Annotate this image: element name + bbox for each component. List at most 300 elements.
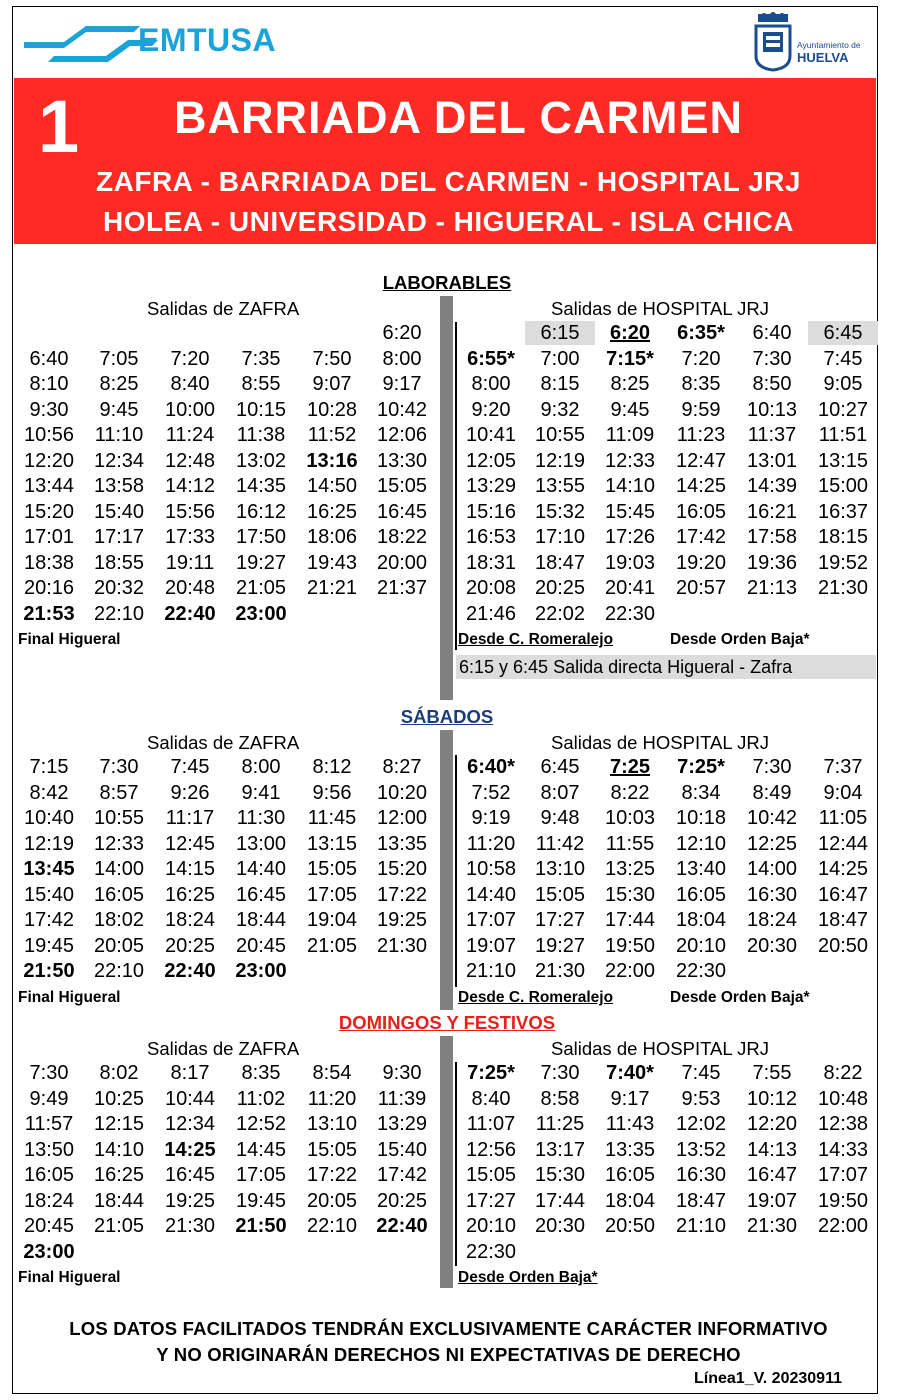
departure-time: 14:40	[235, 858, 287, 880]
departure-time: 12:33	[604, 449, 656, 472]
departure-time: 18:06	[306, 526, 358, 548]
departure-time: 22:00	[817, 1215, 869, 1237]
departure-time: 11:51	[818, 424, 868, 446]
departure-time: 13:16	[306, 449, 358, 472]
departure-time: 14:45	[235, 1138, 287, 1161]
departure-time: 20:25	[164, 934, 216, 957]
departure-time: 9:56	[312, 781, 352, 804]
departure-time: 21:10	[675, 1215, 727, 1237]
departure-time: 7:15*	[606, 347, 654, 370]
departure-time: 18:04	[675, 909, 727, 931]
departure-time: 8:25	[99, 373, 139, 395]
departure-time: 22:10	[93, 602, 145, 625]
departure-time: 20:41	[604, 577, 656, 599]
departure-time: 17:44	[604, 909, 656, 931]
departure-time: 11:10	[94, 424, 144, 446]
departure-time: 10:13	[746, 398, 798, 421]
departure-time: 22:10	[93, 960, 145, 982]
departure-time: 14:12	[164, 475, 216, 497]
footnote-romeralejo: Desde C. Romeralejo	[458, 631, 614, 648]
departure-time: 11:23	[676, 424, 726, 446]
departure-time: 16:53	[465, 526, 517, 548]
departure-time: 7:45	[823, 347, 863, 370]
route-line-1: ZAFRA - BARRIADA DEL CARMEN - HOSPITAL JRJ	[96, 166, 801, 197]
departure-time: 7:52	[471, 781, 511, 804]
departure-time: 13:58	[93, 475, 145, 497]
divider-bar	[440, 296, 453, 700]
departure-time: 16:25	[306, 500, 358, 523]
departure-time: 9:30	[29, 398, 69, 421]
departure-time: 15:40	[23, 883, 75, 906]
departure-time: 16:47	[746, 1164, 798, 1186]
departure-time: 12:56	[465, 1138, 517, 1161]
departure-time: 8:40	[170, 373, 210, 395]
departure-time: 10:03	[604, 807, 656, 829]
departure-time: 9:32	[540, 398, 580, 421]
departure-time: 7:30	[540, 1062, 580, 1084]
departure-time: 16:45	[164, 1164, 216, 1186]
departure-time: 19:20	[675, 551, 727, 574]
departure-time: 8:22	[823, 1062, 863, 1084]
departure-time: 14:00	[746, 858, 798, 880]
departure-time: 21:05	[306, 934, 358, 957]
departure-time: 7:25*	[467, 1062, 515, 1084]
departure-time: 8:17	[170, 1062, 210, 1084]
departure-time: 12:48	[164, 449, 216, 472]
departure-time: 6:15	[525, 321, 595, 345]
departure-time: 10:12	[746, 1087, 798, 1110]
departure-time: 20:16	[23, 577, 75, 599]
disclaimer-line-2: Y NO ORIGINARÁN DERECHOS NI EXPECTATIVAS DE DERECHO	[156, 1344, 741, 1365]
departure-time: 18:22	[376, 526, 428, 548]
departure-time: 8:02	[99, 1062, 139, 1084]
departure-time: 16:47	[817, 883, 869, 906]
departure-time: 12:20	[746, 1113, 798, 1135]
departure-time: 15:05	[534, 883, 586, 906]
departure-time: 11:20	[466, 832, 516, 855]
divider-bar	[440, 1036, 453, 1288]
departure-time: 14:35	[235, 475, 287, 497]
departure-time: 13:15	[306, 832, 358, 855]
departure-time: 17:17	[93, 526, 145, 548]
departure-time: 21:21	[306, 577, 358, 599]
council-name: HUELVA	[797, 50, 849, 65]
departure-time: 21:10	[465, 960, 517, 982]
departure-time: 18:44	[93, 1189, 145, 1212]
departure-time: 9:30	[382, 1062, 422, 1084]
departure-time: 21:30	[164, 1215, 216, 1237]
departure-time: 7:37	[823, 756, 863, 778]
departure-time: 15:40	[93, 500, 145, 523]
subheader-from-hospital: Salidas de HOSPITAL JRJ	[551, 732, 769, 753]
departure-time: 21:30	[376, 934, 428, 957]
departure-time: 19:27	[235, 551, 287, 574]
departure-time: 16:05	[675, 883, 727, 906]
departure-time: 19:50	[604, 934, 656, 957]
departure-time: 10:27	[817, 398, 869, 421]
departure-time: 17:10	[534, 526, 586, 548]
subheader-from-hospital: Salidas de HOSPITAL JRJ	[551, 1038, 769, 1059]
departure-time: 10:18	[675, 807, 727, 829]
departure-time: 19:11	[165, 551, 215, 574]
departure-time: 17:58	[746, 526, 798, 548]
departure-time: 21:05	[235, 577, 287, 599]
departure-time: 8:55	[241, 373, 281, 395]
departure-time: 21:46	[465, 602, 517, 625]
departure-time: 20:57	[675, 577, 727, 599]
departure-time: 20:05	[306, 1189, 358, 1212]
departure-time: 9:04	[823, 781, 863, 804]
departure-time: 10:48	[817, 1087, 869, 1110]
departure-time: 20:50	[817, 934, 869, 957]
departure-time: 10:42	[746, 807, 798, 829]
departure-time: 12:34	[164, 1113, 216, 1135]
departure-time: 14:33	[817, 1138, 869, 1161]
version-label: Línea1_V. 20230911	[694, 1370, 842, 1387]
departure-time: 22:02	[534, 602, 586, 625]
departure-time: 18:15	[817, 526, 869, 548]
departure-time: 23:00	[235, 960, 287, 982]
departure-time: 7:25	[609, 756, 651, 778]
departure-time: 10:56	[23, 424, 75, 446]
departure-time: 22:40	[164, 602, 216, 625]
subheader-from-zafra: Salidas de ZAFRA	[147, 1038, 300, 1059]
departure-time: 7:30	[752, 347, 792, 370]
departure-time: 21:30	[817, 577, 869, 599]
departure-time: 15:05	[376, 475, 428, 497]
departure-time: 8:35	[241, 1062, 281, 1084]
departure-time: 7:40*	[606, 1062, 654, 1084]
departure-time: 20:48	[164, 577, 216, 599]
departure-time: 15:40	[376, 1138, 428, 1161]
departure-time: 11:38	[236, 424, 286, 446]
footnote-orden-baja: Desde Orden Baja*	[670, 989, 810, 1006]
departure-time: 12:00	[376, 807, 428, 829]
route-line-2: HOLEA - UNIVERSIDAD - HIGUERAL - ISLA CHICA	[103, 206, 794, 237]
departure-time: 14:00	[93, 858, 145, 880]
departure-time: 14:40	[465, 883, 517, 906]
departure-time: 17:42	[376, 1164, 428, 1186]
departure-time: 17:42	[23, 909, 75, 931]
departure-time: 14:13	[746, 1138, 798, 1161]
departure-time: 7:45	[681, 1062, 721, 1084]
departure-time: 23:00	[23, 1240, 75, 1263]
departure-time: 13:35	[604, 1138, 656, 1161]
departure-time: 18:31	[465, 551, 517, 574]
departure-time: 10:55	[534, 424, 586, 446]
departure-time: 11:07	[466, 1113, 516, 1135]
line-number: 1	[38, 85, 80, 168]
departure-time: 6:45	[540, 756, 580, 778]
departure-time: 11:42	[535, 832, 585, 855]
departure-time: 19:52	[817, 551, 869, 574]
departure-time: 10:28	[306, 398, 358, 421]
departure-time: 8:35	[681, 373, 721, 395]
departure-time: 13:50	[23, 1138, 75, 1161]
departure-time: 17:26	[604, 526, 656, 548]
departure-time: 9:59	[681, 398, 721, 421]
departure-time: 7:15	[29, 756, 69, 778]
departure-time: 16:30	[675, 1164, 727, 1186]
departure-time: 12:52	[235, 1113, 287, 1135]
departure-time: 6:20	[382, 322, 422, 344]
departure-time: 18:24	[746, 909, 798, 931]
departure-time: 7:50	[312, 347, 352, 370]
departure-time: 11:55	[605, 832, 655, 855]
section-title-weekdays: LABORABLES	[382, 272, 512, 293]
departure-time: 17:27	[465, 1189, 517, 1212]
departure-time: 6:45	[808, 321, 878, 345]
subheader-from-zafra: Salidas de ZAFRA	[147, 298, 300, 319]
council-caption: Ayuntamiento de	[797, 40, 861, 50]
departure-time: 10:00	[164, 398, 216, 421]
departure-time: 13:25	[604, 858, 656, 880]
departure-time: 18:47	[534, 551, 586, 574]
departure-time: 17:33	[164, 526, 216, 548]
departure-time: 15:20	[376, 858, 428, 880]
departure-time: 21:05	[93, 1215, 145, 1237]
departure-time: 8:50	[752, 373, 792, 395]
departure-time: 12:20	[23, 449, 75, 472]
departure-time: 8:00	[241, 756, 281, 778]
departure-time: 16:45	[376, 500, 428, 523]
departure-time: 7:25*	[677, 756, 725, 778]
departure-time: 18:38	[23, 551, 75, 574]
departure-time: 16:37	[817, 500, 869, 523]
departure-time: 9:49	[29, 1087, 69, 1110]
departure-time: 10:55	[93, 807, 145, 829]
departure-time: 14:10	[604, 475, 656, 497]
departure-time: 18:04	[604, 1189, 656, 1212]
departure-time: 7:00	[540, 347, 580, 370]
departure-time: 10:40	[23, 807, 75, 829]
departure-time: 16:45	[235, 883, 287, 906]
departure-time: 19:27	[534, 934, 586, 957]
departure-time: 12:19	[23, 832, 75, 855]
departure-time: 9:53	[681, 1087, 721, 1110]
departure-time: 13:29	[465, 475, 517, 497]
huelva-coat-of-arms-icon	[752, 12, 794, 72]
departure-time: 8:40	[471, 1087, 511, 1110]
departure-time: 15:30	[534, 1164, 586, 1186]
departure-time: 18:47	[817, 909, 869, 931]
departure-time: 17:22	[376, 883, 428, 906]
departure-time: 11:30	[236, 807, 286, 829]
departure-time: 18:44	[235, 909, 287, 931]
departure-time: 16:25	[93, 1164, 145, 1186]
departure-time: 21:13	[746, 577, 798, 599]
departure-time: 8:12	[312, 756, 352, 778]
section-title-sundays: DOMINGOS Y FESTIVOS	[338, 1012, 556, 1033]
departure-time: 21:53	[23, 602, 75, 625]
departure-time: 14:15	[164, 858, 216, 880]
departure-time: 18:24	[164, 909, 216, 931]
departure-time: 20:10	[675, 934, 727, 957]
departure-time: 19:45	[23, 934, 75, 957]
departure-time: 22:30	[465, 1240, 517, 1263]
subheader-from-zafra: Salidas de ZAFRA	[147, 732, 300, 753]
departure-time: 13:44	[23, 475, 75, 497]
subheader-from-hospital: Salidas de HOSPITAL JRJ	[551, 298, 769, 319]
departure-time: 15:20	[23, 500, 75, 523]
departure-time: 21:30	[534, 960, 586, 982]
departure-time: 7:20	[170, 347, 210, 370]
departure-time: 11:05	[818, 807, 868, 829]
departure-time: 8:49	[752, 781, 792, 804]
departure-time: 14:50	[306, 475, 358, 497]
footnote-orden-baja: Desde Orden Baja*	[670, 631, 810, 648]
departure-time: 15:56	[164, 500, 216, 523]
departure-time: 20:45	[235, 934, 287, 957]
departure-time: 17:05	[235, 1164, 287, 1186]
departure-time: 12:34	[93, 449, 145, 472]
departure-time: 6:35*	[677, 322, 725, 344]
departure-time: 13:45	[23, 858, 75, 880]
departure-time: 13:17	[534, 1138, 586, 1161]
line-title: BARRIADA DEL CARMEN	[174, 92, 743, 143]
departure-time: 15:32	[534, 500, 586, 523]
departure-time: 9:20	[471, 398, 511, 421]
departure-time: 9:05	[823, 373, 863, 395]
departure-time: 14:25	[817, 858, 869, 880]
departure-time: 12:19	[534, 449, 586, 472]
departure-time: 12:06	[376, 424, 428, 446]
departure-time: 19:50	[817, 1189, 869, 1212]
departure-time: 11:09	[605, 424, 655, 446]
departure-time: 8:00	[471, 373, 511, 395]
departure-time: 19:25	[376, 909, 428, 931]
brand-name: EMTUSA	[138, 22, 277, 58]
departure-time: 13:02	[235, 449, 287, 472]
departure-time: 19:07	[746, 1189, 798, 1212]
departure-time: 6:55*	[467, 347, 515, 370]
departure-time: 14:25	[164, 1138, 216, 1161]
departure-time: 22:40	[164, 960, 216, 982]
departure-time: 20:30	[746, 934, 798, 957]
departure-time: 13:55	[534, 475, 586, 497]
departure-time: 9:19	[471, 807, 511, 829]
departure-time: 7:45	[170, 756, 210, 778]
departure-time: 16:05	[675, 500, 727, 523]
departure-time: 11:57	[24, 1113, 74, 1135]
departure-time: 13:10	[306, 1113, 358, 1135]
departure-time: 17:07	[817, 1164, 869, 1186]
departure-time: 11:52	[307, 424, 357, 446]
departure-time: 20:45	[23, 1215, 75, 1237]
departure-time: 19:07	[465, 934, 517, 957]
footnote-final-higueral: Final Higueral	[18, 1269, 121, 1286]
footnote-orden-baja: Desde Orden Baja*	[458, 1269, 598, 1286]
departure-time: 15:30	[604, 883, 656, 906]
departure-time: 18:24	[23, 1189, 75, 1212]
departure-time: 16:05	[23, 1164, 75, 1186]
departure-time: 22:30	[675, 960, 727, 982]
departure-time: 17:42	[675, 526, 727, 548]
departure-time: 8:15	[540, 373, 580, 395]
departure-time: 20:30	[534, 1215, 586, 1237]
departure-time: 15:05	[306, 858, 358, 880]
departure-time: 6:40	[752, 322, 792, 344]
departure-time: 10:44	[164, 1087, 216, 1110]
departure-time: 20:00	[376, 551, 428, 574]
departure-time: 12:33	[93, 832, 145, 855]
departure-time: 15:45	[604, 500, 656, 523]
departure-time: 12:10	[675, 832, 727, 855]
departure-time: 20:10	[465, 1215, 517, 1237]
departure-time: 8:22	[610, 781, 650, 804]
departure-time: 10:41	[465, 424, 517, 446]
departure-time: 17:05	[306, 883, 358, 906]
departure-time: 20:25	[376, 1189, 428, 1212]
departure-time: 17:07	[465, 909, 517, 931]
departure-time: 22:30	[604, 602, 656, 625]
departure-time: 8:25	[610, 373, 650, 395]
departure-time: 9:17	[610, 1087, 650, 1110]
departure-time: 11:25	[535, 1113, 585, 1135]
departure-time: 8:42	[29, 781, 69, 804]
departure-time: 12:05	[465, 449, 517, 472]
departure-time: 8:00	[382, 347, 422, 370]
departure-time: 19:04	[306, 909, 358, 931]
departure-time: 7:55	[752, 1062, 792, 1084]
departure-time: 14:10	[93, 1138, 145, 1161]
departure-time: 18:55	[93, 551, 145, 574]
departure-time: 13:29	[376, 1113, 428, 1135]
departure-time: 12:47	[675, 449, 727, 472]
departure-time: 7:30	[752, 756, 792, 778]
departure-time: 20:32	[93, 577, 145, 599]
departure-time: 14:25	[675, 475, 727, 497]
departure-time: 16:21	[746, 500, 798, 523]
departure-time: 13:52	[675, 1138, 727, 1161]
departure-time: 21:30	[746, 1215, 798, 1237]
departure-time: 13:00	[235, 832, 287, 855]
section-title-saturdays: SÁBADOS	[400, 706, 494, 727]
departure-time: 11:20	[307, 1087, 357, 1110]
departure-time: 11:02	[236, 1087, 286, 1110]
footnote-final-higueral: Final Higueral	[18, 631, 121, 648]
departure-time: 12:45	[164, 832, 216, 855]
departure-time: 20:05	[93, 934, 145, 957]
departure-time: 15:05	[465, 1164, 517, 1186]
departure-time: 10:58	[465, 858, 517, 880]
departure-time: 8:10	[29, 373, 69, 395]
departure-time: 17:50	[235, 526, 287, 548]
departure-time: 22:00	[604, 960, 656, 982]
direct-service-note: 6:15 y 6:45 Salida directa Higueral - Zafra	[456, 655, 876, 679]
departure-time: 9:48	[540, 807, 580, 829]
departure-time: 11:45	[307, 807, 357, 829]
departure-time: 13:15	[817, 449, 869, 472]
departure-time: 7:30	[29, 1062, 69, 1084]
departure-time: 8:34	[681, 781, 721, 804]
departure-time: 7:20	[681, 347, 721, 370]
departure-time: 21:50	[235, 1215, 287, 1237]
departure-time: 6:40	[29, 347, 69, 370]
departure-time: 11:39	[377, 1087, 427, 1110]
departure-time: 8:54	[312, 1062, 352, 1084]
departure-time: 16:30	[746, 883, 798, 906]
departure-time: 10:20	[376, 781, 428, 804]
departure-time: 9:41	[241, 781, 281, 804]
departure-time: 20:50	[604, 1215, 656, 1237]
departure-time: 9:17	[382, 373, 422, 395]
departure-time: 6:20	[609, 322, 651, 344]
departure-time: 13:35	[376, 832, 428, 855]
departure-time: 16:12	[235, 500, 287, 523]
disclaimer-line-1: LOS DATOS FACILITADOS TENDRÁN EXCLUSIVAMENTE CARÁCTER INFORMATIVO	[69, 1318, 828, 1339]
departure-time: 7:30	[99, 756, 139, 778]
